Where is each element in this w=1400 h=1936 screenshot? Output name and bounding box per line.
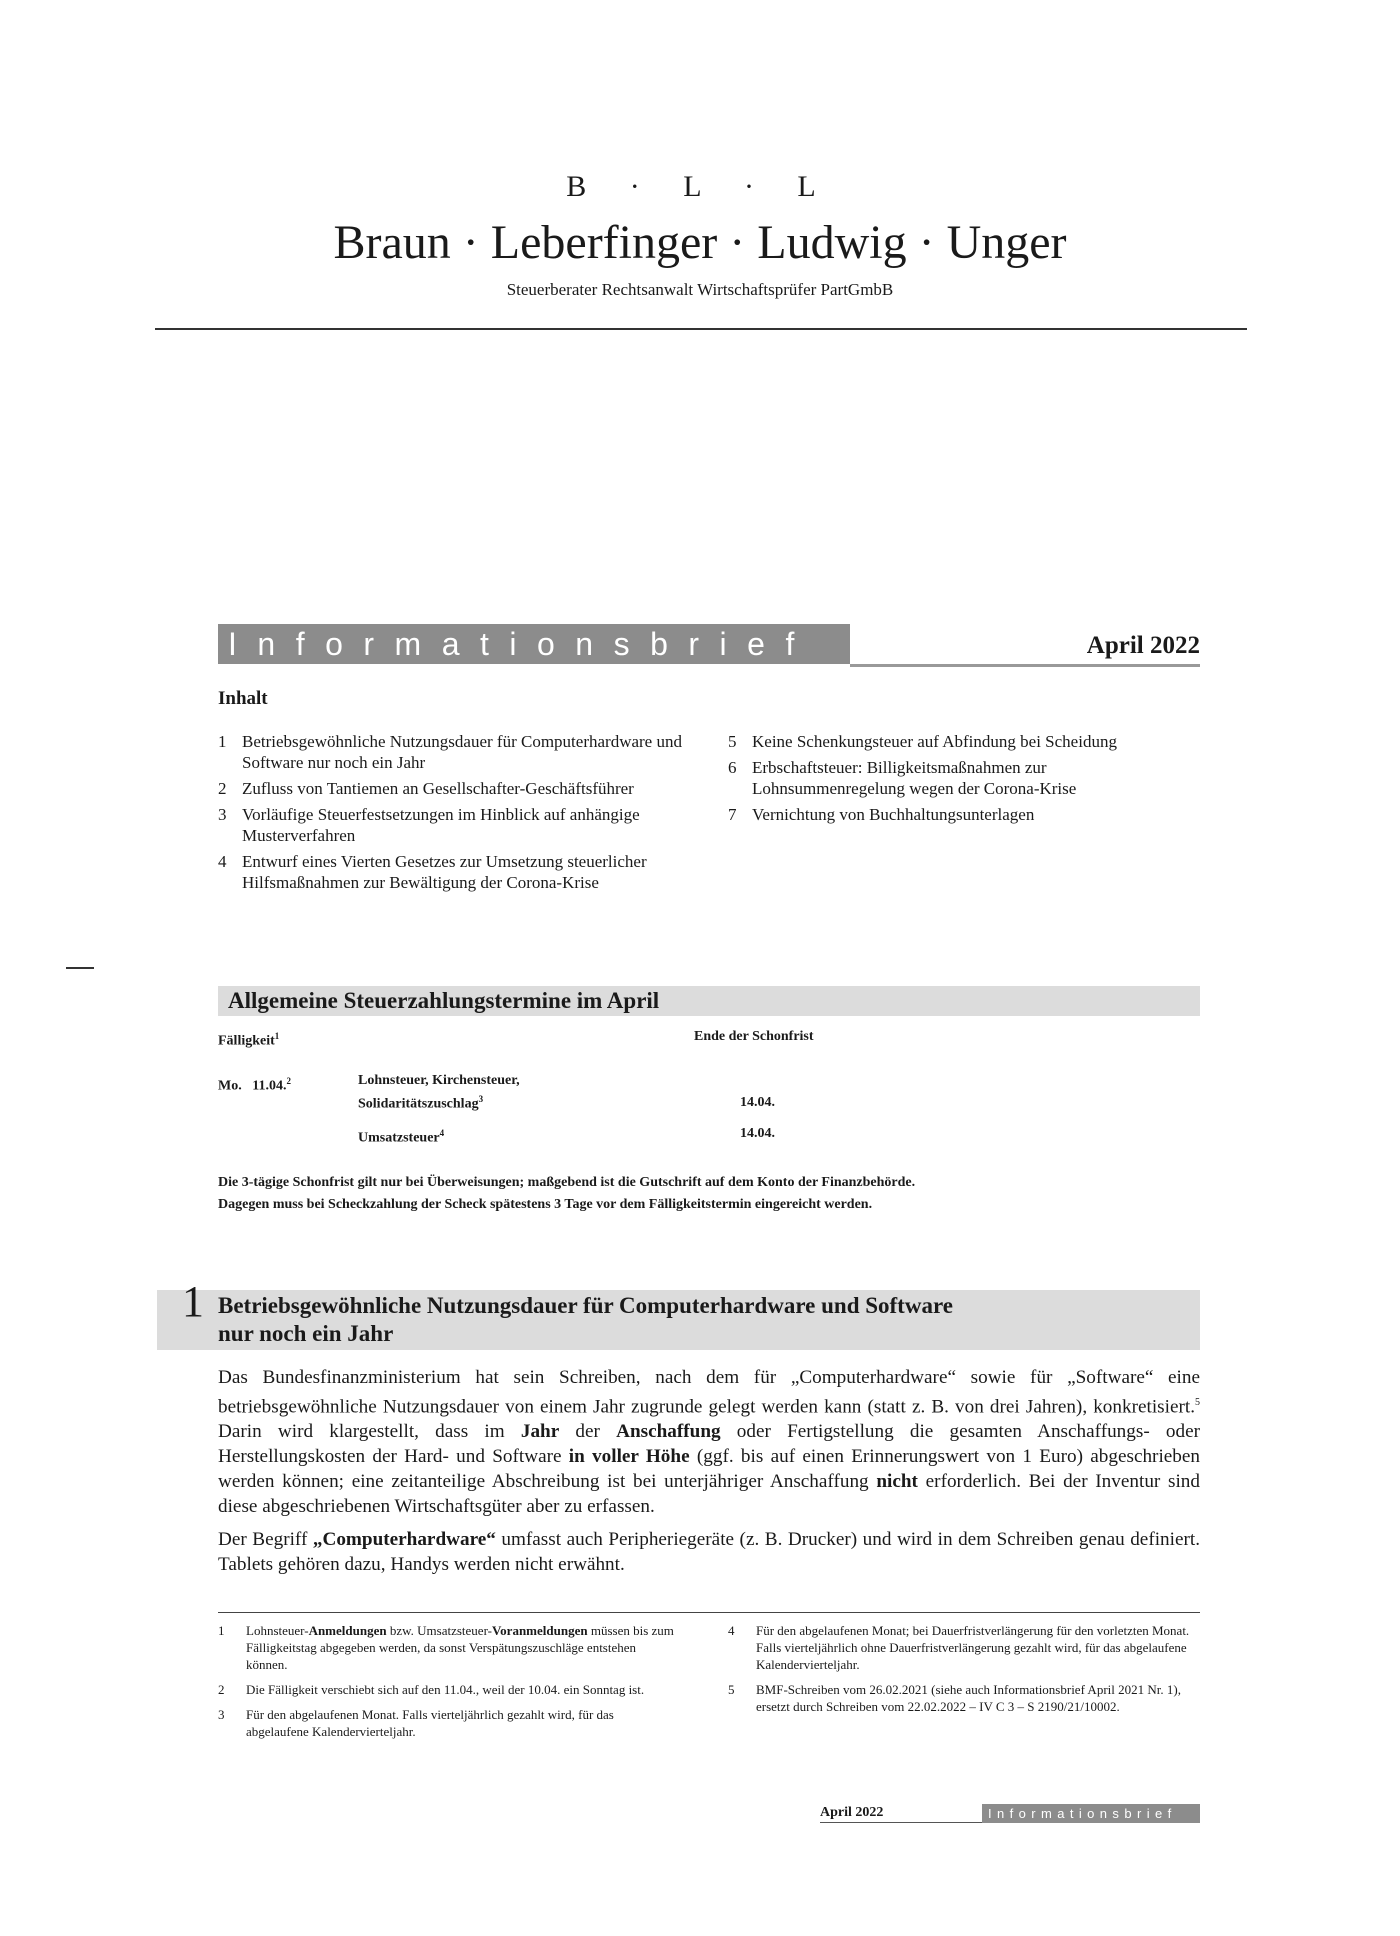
contents-item[interactable]: 3 Vorläufige Steuerfestsetzungen im Hinblick auf anhängige Musterverfahren [218,805,640,845]
firm-name: Braun · Leberfinger · Ludwig · Unger [333,216,1067,269]
newsletter-date-underline [850,664,1200,667]
contents-item[interactable]: 4 Entwurf eines Vierten Gesetzes zur Umsetzung steuerlicher Hilfsmaßnahmen zur Bewältigung der Corona-Krise [218,852,647,892]
section-paragraph: Das Bundesfinanzministerium hat sein Schreiben, nach dem für „Computerhardware“ sowie für „Software“ eine betriebsgewöhnliche Nutzungsdauer von einem Jahr zugrunde gelegt werden kann (statt z. B. von drei Jahren), konkretisiert.$^5$ Darin wird klargestellt, dass im Jahr der Anschaffung oder Fertigstellung die gesamten Anschaffungs- oder Herstellungskosten der Hard- und Software in voller Höhe (ggf. bis auf einen Erinnerungswert von 1 Euro) abgeschrieben werden können; eine zeitanteilige Abschreibung ist bei unterjähriger Anschaffung nicht erforderlich. Bei der Inventur sind diese abgeschriebenen Wirtschaftsgüter aber zu erfassen. [218,1367,1201,1518]
section-number: 1 [182,1277,204,1326]
footnote: 2 Die Fälligkeit verschiebt sich auf den 11.04., weil der 10.04. ein Sonntag ist. [218,1682,645,1697]
contents-list-left [218,731,698,898]
contents-item[interactable]: 6 Erbschaftsteuer: Billigkeitsmaßnahmen zur Lohnsummenregelung wegen der Corona-Krise [728,758,1077,798]
tax-dates-col-due: Fälligkeit$^1$ [218,1031,280,1049]
contents-item[interactable]: 7 Vernichtung von Buchhaltungsunterlagen [728,805,1035,824]
section-paragraph: Der Begriff „Computerhardware“ umfasst auch Peripheriegeräte (z. B. Drucker) und wird in dem Schreiben genau definiert. Tablets gehören dazu, Handys werden nicht erwähnt. [218,1529,1201,1575]
footnote: 4 Für den abgelaufenen Monat; bei Dauerfristverlängerung für den vorletzten Monat. Falls vierteljährlich ohne Dauerfristverlängerung gezahlt wird, für das abgelaufene Kalendervierteljahr. [728,1623,1190,1672]
tax-dates-title: Allgemeine Steuerzahlungstermine im April [228,988,660,1013]
firm-monogram: B · L · L [566,170,834,203]
tax-dates-row1-tax: Lohnsteuer, Kirchensteuer, Solidaritätszuschlag$^3$ [358,1073,520,1112]
contents-item[interactable]: 5 Keine Schenkungsteuer auf Abfindung bei Scheidung [728,732,1117,751]
contents-item[interactable]: 1 Betriebsgewöhnliche Nutzungsdauer für Computerhardware und Software nur noch ein Jahr [218,732,682,772]
footnotes-left [218,1622,678,1748]
tax-dates-row2-tax: Umsatzsteuer$^4$ [358,1128,445,1146]
header-divider [155,328,1247,330]
tax-dates-row2-end: 14.04. [740,1126,775,1141]
contents-heading: Inhalt [218,688,268,709]
footnote: 1 Lohnsteuer-Anmeldungen bzw. Umsatzsteuer-Voranmeldungen müssen bis zum Fälligkeitstag abgegeben werden, da sonst Verspätungszuschläge entstehen können. [218,1623,674,1672]
footnote-divider [218,1612,1200,1613]
tax-dates-col-end: Ende der Schonfrist [694,1029,814,1044]
footnote: 5 BMF-Schreiben vom 26.02.2021 (siehe auch Informationsbrief April 2021 Nr. 1), ersetzt durch Schreiben vom 22.02.2022 – IV C 3 – S 2190/21/10002. [728,1682,1181,1714]
contents-list-right [728,731,1198,830]
footer-rule [820,1822,982,1823]
footnotes-right [728,1622,1200,1723]
footer-date: April 2022 [820,1805,884,1820]
contents-item[interactable]: 2 Zufluss von Tantiemen an Gesellschafter-Geschäftsführer [218,779,634,798]
footnote: 3 Für den abgelaufenen Monat. Falls vierteljährlich gezahlt wird, für das abgelaufene Kalendervierteljahr. [218,1707,614,1739]
tax-dates-row1-end: 14.04. [740,1095,775,1110]
newsletter-title-bar: Informationsbrief [218,624,850,664]
footer-label: Informationsbrief [982,1804,1200,1823]
tax-dates-row-date: Mo. 11.04.$^2$ [218,1076,291,1094]
tax-dates-note: Die 3-tägige Schonfrist gilt nur bei Überweisungen; maßgebend ist die Gutschrift auf dem Konto der Finanzbehörde. Dagegen muss bei Scheckzahlung der Scheck spätestens 3 Tage vor dem Fälligkeitstermin eingereicht werden. [218,1175,916,1212]
margin-mark [66,967,94,969]
newsletter-date: April 2022 [1086,632,1200,659]
section-title: Betriebsgewöhnliche Nutzungsdauer für Computerhardware und Software nur noch ein Jahr [218,1293,953,1346]
firm-subtitle: Steuerberater Rechtsanwalt Wirtschaftsprüfer PartGmbB [506,280,894,299]
